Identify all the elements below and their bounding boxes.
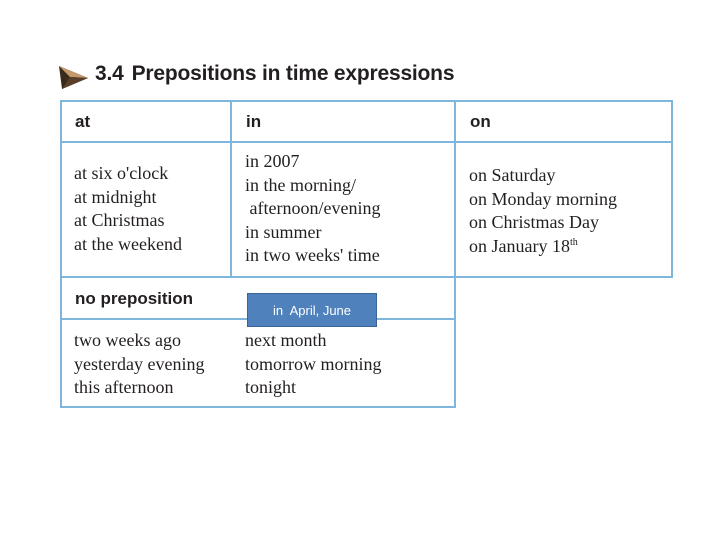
ordinal-suffix: th	[569, 236, 578, 248]
section-title	[95, 62, 454, 86]
list-item: yesterday evening	[74, 353, 205, 374]
list-item: at the weekend	[74, 233, 182, 254]
list-item: afternoon/evening	[245, 198, 381, 218]
date-text: on January 18	[469, 235, 570, 256]
list-item: tomorrow morning	[245, 353, 382, 374]
on-examples	[469, 164, 617, 258]
list-item: at six o'clock	[74, 163, 169, 183]
list-item: next month	[245, 330, 327, 350]
table-border-right	[671, 100, 673, 278]
column-header-in: in	[246, 112, 262, 131]
no-preposition-past-examples	[74, 329, 204, 400]
table-border-left	[60, 100, 62, 408]
list-item: on Saturday	[469, 165, 556, 185]
table-divider-at-in	[230, 100, 232, 276]
list-item: on Christmas Day	[469, 212, 599, 232]
list-item	[469, 235, 617, 259]
no-preposition-future-examples	[245, 329, 382, 400]
list-item: in summer	[245, 221, 322, 242]
list-item: tonight	[245, 377, 297, 397]
no-preposition-header: no preposition	[75, 289, 194, 308]
list-item: in 2007	[245, 151, 300, 171]
list-item: at Christmas	[74, 210, 165, 230]
table-border-header-bottom	[60, 141, 673, 143]
list-item: on Monday morning	[469, 188, 617, 209]
column-header-on: on	[470, 112, 491, 131]
list-item: two weeks ago	[74, 330, 181, 350]
callout-box: in April, June	[247, 293, 377, 327]
at-examples	[74, 162, 182, 256]
list-item: at midnight	[74, 186, 157, 207]
table-border-top	[60, 100, 673, 102]
column-header-at: at	[75, 112, 91, 131]
section-heading	[58, 54, 454, 94]
list-item: in the morning/	[245, 174, 356, 195]
section-title-text: Prepositions in time expressions	[131, 62, 455, 85]
table-border-bottom	[60, 406, 455, 408]
in-examples	[245, 150, 380, 268]
table-divider-in-on	[454, 100, 456, 408]
table-border-middle	[60, 276, 673, 278]
pointer-arrow-icon	[58, 57, 92, 91]
list-item: this afternoon	[74, 377, 174, 397]
list-item: in two weeks' time	[245, 245, 380, 265]
section-number: 3.4	[95, 62, 124, 85]
